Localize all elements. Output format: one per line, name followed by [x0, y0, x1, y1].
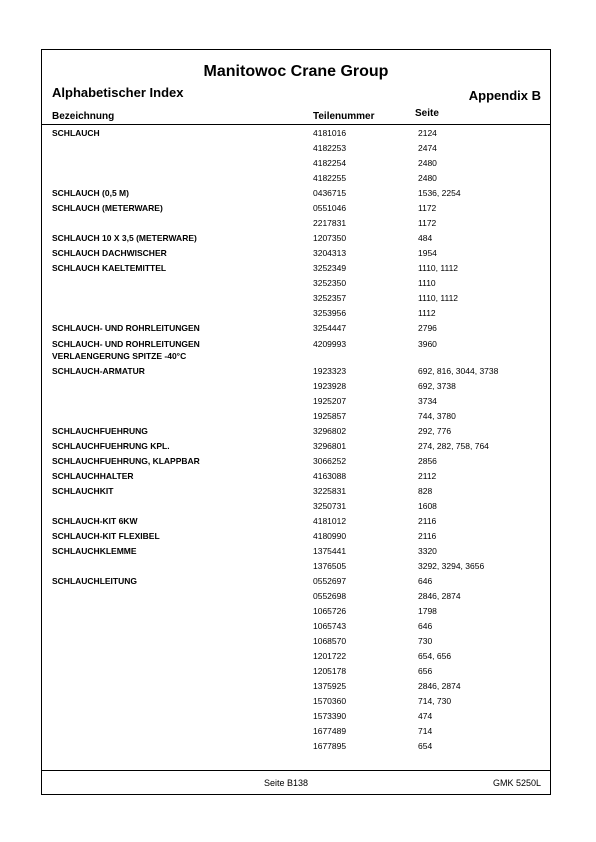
table-row [42, 664, 550, 679]
table-row [42, 424, 550, 439]
table-row [42, 364, 550, 379]
table-row [42, 739, 550, 754]
table-row [42, 709, 550, 724]
row-name-line: SCHLAUCHFUEHRUNG KPL. [52, 441, 170, 451]
column-header-name: Bezeichnung [52, 111, 115, 122]
row-name-line: SCHLAUCH DACHWISCHER [52, 248, 167, 258]
row-part-number: 3252357 [313, 293, 347, 303]
row-part-number: 0551046 [313, 203, 347, 213]
row-pages: 1172 [418, 203, 437, 213]
row-part-number: 3296802 [313, 426, 347, 436]
row-part-number: 3296801 [313, 441, 347, 451]
table-row [42, 291, 550, 306]
row-name-line: VERLAENGERUNG SPITZE -40°C [52, 351, 187, 361]
row-pages: 2112 [418, 471, 437, 481]
row-pages: 1110 [418, 278, 436, 288]
table-row [42, 574, 550, 589]
table-row [42, 559, 550, 574]
table-row [42, 246, 550, 261]
row-pages: 1110, 1112 [418, 293, 459, 303]
table-row [42, 589, 550, 604]
row-pages: 1172 [418, 218, 437, 228]
index-title: Alphabetischer Index [52, 85, 184, 100]
table-row [42, 679, 550, 694]
row-name-line: SCHLAUCHFUEHRUNG, KLAPPBAR [52, 456, 200, 466]
row-part-number: 3252349 [313, 263, 347, 273]
table-row [42, 484, 550, 499]
row-pages: 484 [418, 233, 433, 243]
table-row [42, 321, 550, 336]
row-part-number: 3252350 [313, 278, 347, 288]
column-header-part-number: Teilenummer [313, 111, 375, 122]
row-name [52, 231, 312, 246]
row-pages: 2480 [418, 173, 437, 183]
row-part-number: 4180990 [313, 531, 347, 541]
index-table [42, 126, 550, 754]
row-name [52, 126, 312, 141]
row-name [52, 338, 312, 362]
row-name [52, 261, 312, 276]
row-part-number: 1065726 [313, 606, 347, 616]
row-pages: 1112 [418, 308, 436, 318]
table-row [42, 469, 550, 484]
row-pages: 2856 [418, 456, 437, 466]
table-row [42, 141, 550, 156]
row-pages: 646 [418, 576, 433, 586]
row-pages: 1608 [418, 501, 437, 511]
row-part-number: 1207350 [313, 233, 347, 243]
row-name [52, 201, 312, 216]
row-name-line: SCHLAUCH- UND ROHRLEITUNGEN [52, 339, 200, 349]
table-row [42, 231, 550, 246]
row-part-number: 1923928 [313, 381, 347, 391]
row-part-number: 3253956 [313, 308, 347, 318]
table-row [42, 439, 550, 454]
row-part-number: 4182254 [313, 158, 347, 168]
table-row [42, 186, 550, 201]
row-pages: 654 [418, 741, 433, 751]
row-name-line: SCHLAUCH (0,5 M) [52, 188, 129, 198]
row-pages: 274, 282, 758, 764 [418, 441, 489, 451]
row-name [52, 544, 312, 559]
row-name [52, 186, 312, 201]
row-name-line: SCHLAUCH-ARMATUR [52, 366, 145, 376]
row-part-number: 0552697 [313, 576, 347, 586]
row-name [52, 321, 312, 336]
row-part-number: 2217831 [313, 218, 347, 228]
row-name [52, 484, 312, 499]
row-name [52, 469, 312, 484]
row-pages: 656 [418, 666, 433, 676]
row-name-line: SCHLAUCHHALTER [52, 471, 134, 481]
row-part-number: 1065743 [313, 621, 347, 631]
row-name [52, 439, 312, 454]
row-part-number: 1205178 [313, 666, 347, 676]
row-pages: 3320 [418, 546, 437, 556]
row-pages: 1110, 1112 [418, 263, 459, 273]
table-row [42, 276, 550, 291]
row-name [52, 514, 312, 529]
table-row [42, 156, 550, 171]
row-part-number: 3225831 [313, 486, 347, 496]
row-pages: 2480 [418, 158, 437, 168]
footer-rule [42, 770, 550, 771]
row-part-number: 3066252 [313, 456, 347, 466]
row-name [52, 246, 312, 261]
table-row [42, 514, 550, 529]
row-part-number: 1677489 [313, 726, 347, 736]
table-row [42, 261, 550, 276]
row-name [52, 454, 312, 469]
row-part-number: 4182253 [313, 143, 347, 153]
row-part-number: 4163088 [313, 471, 347, 481]
row-pages: 2116 [418, 531, 437, 541]
row-name [52, 574, 312, 589]
row-part-number: 4209993 [313, 339, 347, 349]
row-part-number: 3204313 [313, 248, 347, 258]
row-part-number: 4182255 [313, 173, 347, 183]
row-name-line: SCHLAUCH [52, 128, 100, 138]
appendix-label: Appendix B [468, 88, 541, 103]
row-pages: 292, 776 [418, 426, 452, 436]
row-name [52, 529, 312, 544]
row-part-number: 1923323 [313, 366, 347, 376]
page-frame [41, 49, 551, 795]
row-pages: 714 [418, 726, 433, 736]
row-name-line: SCHLAUCH KAELTEMITTEL [52, 263, 167, 273]
table-row [42, 529, 550, 544]
row-pages: 3292, 3294, 3656 [418, 561, 485, 571]
column-header-page: Seite [415, 108, 439, 119]
row-part-number: 1375925 [313, 681, 347, 691]
table-row [42, 499, 550, 514]
row-pages: 474 [418, 711, 433, 721]
row-pages: 654, 656 [418, 651, 452, 661]
row-name-line: SCHLAUCH- UND ROHRLEITUNGEN [52, 323, 200, 333]
table-row [42, 394, 550, 409]
row-part-number: 1925207 [313, 396, 347, 406]
row-name-line: SCHLAUCH (METERWARE) [52, 203, 163, 213]
table-row [42, 201, 550, 216]
row-name-line: SCHLAUCHKIT [52, 486, 114, 496]
row-name-line: SCHLAUCHFUEHRUNG [52, 426, 148, 436]
table-row [42, 306, 550, 321]
row-part-number: 1570360 [313, 696, 347, 706]
row-pages: 1536, 2254 [418, 188, 461, 198]
row-part-number: 4181012 [313, 516, 347, 526]
row-pages: 3960 [418, 339, 437, 349]
row-part-number: 1925857 [313, 411, 347, 421]
row-pages: 692, 3738 [418, 381, 456, 391]
row-pages: 2124 [418, 128, 437, 138]
table-row [42, 619, 550, 634]
document-title: Manitowoc Crane Group [203, 63, 389, 80]
table-row [42, 724, 550, 739]
table-row [42, 409, 550, 424]
row-pages: 692, 816, 3044, 3738 [418, 366, 499, 376]
row-name-line: SCHLAUCH-KIT 6KW [52, 516, 138, 526]
row-name [52, 364, 312, 379]
table-row [42, 634, 550, 649]
row-pages: 2846, 2874 [418, 591, 461, 601]
table-row [42, 336, 550, 364]
row-name-line: SCHLAUCHKLEMME [52, 546, 137, 556]
row-name-line: SCHLAUCH 10 X 3,5 (METERWARE) [52, 233, 197, 243]
table-row [42, 694, 550, 709]
row-pages: 1798 [418, 606, 437, 616]
row-pages: 730 [418, 636, 433, 646]
table-row [42, 454, 550, 469]
row-part-number: 1677895 [313, 741, 347, 751]
model-name: GMK 5250L [492, 778, 541, 788]
row-part-number: 3254447 [313, 323, 347, 333]
row-name-line: SCHLAUCH-KIT FLEXIBEL [52, 531, 160, 541]
row-part-number: 1068570 [313, 636, 347, 646]
row-name [52, 424, 312, 439]
row-pages: 2846, 2874 [418, 681, 461, 691]
row-pages: 744, 3780 [418, 411, 456, 421]
row-name-line: SCHLAUCHLEITUNG [52, 576, 137, 586]
row-part-number: 1201722 [313, 651, 347, 661]
row-part-number: 1573390 [313, 711, 347, 721]
header-rule [42, 124, 550, 125]
row-part-number: 1376505 [313, 561, 347, 571]
row-part-number: 1375441 [313, 546, 347, 556]
page-number: Seite B138 [264, 778, 309, 788]
table-row [42, 126, 550, 141]
row-pages: 714, 730 [418, 696, 452, 706]
row-part-number: 0552698 [313, 591, 347, 601]
row-pages: 2796 [418, 323, 437, 333]
row-part-number: 4181016 [313, 128, 347, 138]
table-row [42, 649, 550, 664]
row-pages: 3734 [418, 396, 437, 406]
row-pages: 2116 [418, 516, 437, 526]
row-pages: 1954 [418, 248, 437, 258]
table-row [42, 604, 550, 619]
table-row [42, 216, 550, 231]
table-row [42, 171, 550, 186]
table-row [42, 544, 550, 559]
row-part-number: 3250731 [313, 501, 347, 511]
row-part-number: 0436715 [313, 188, 347, 198]
table-row [42, 379, 550, 394]
row-pages: 828 [418, 486, 433, 496]
row-pages: 2474 [418, 143, 437, 153]
row-pages: 646 [418, 621, 433, 631]
